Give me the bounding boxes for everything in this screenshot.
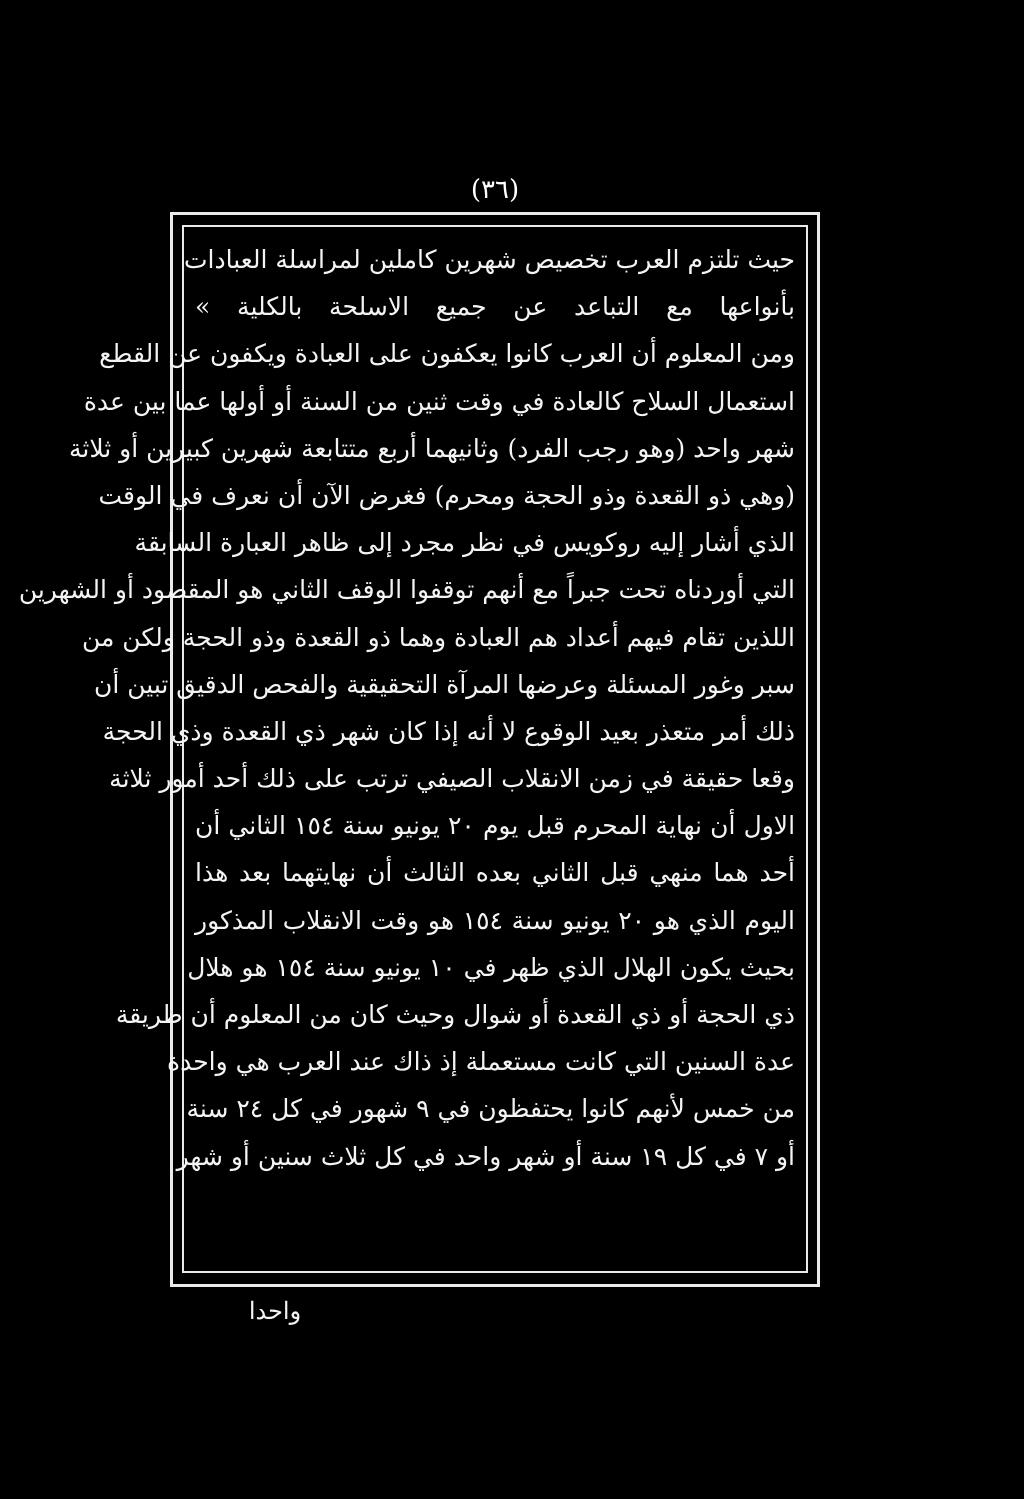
text-line: وقعا حقيقة في زمن الانقلاب الصيفي ترتب على ذلك أحد أمور ثلاثة [109,764,795,794]
text-line: أحد هما منهي قبل الثاني بعده الثالث أن نهايتهما بعد هذا [195,858,795,888]
text-line: اللذين تقام فيهم أعداد هم العبادة وهما ذو القعدة وذو الحجة ولكن من [81,622,795,652]
text-line: استعمال السلاح كالعادة في وقت ثنين من السنة أو أولها عما بين عدة [83,386,795,416]
text-line: الذي أشار إليه روكويس في نظر مجرد إلى ظاهر العبارة السابقة [134,528,795,558]
text-line: ذلك أمر متعذر بعيد الوقوع لا أنه إذا كان شهر ذي القعدة وذي الحجة [102,716,795,746]
text-line: ومن المعلوم أن العرب كانوا يعكفون على العبادة ويكفون عن القطع [99,339,795,369]
text-line: بأنواعها مع التباعد عن جميع الاسلحة بالكلية » [195,292,795,322]
catchword: واحدا [248,1297,302,1325]
text-line: أو ٧ في كل ١٩ سنة أو شهر واحد في كل ثلاث سنين أو شهر [176,1141,795,1171]
text-line: شهر واحد (وهو رجب الفرد) وثانيهما أربع متتابعة شهرين كبيرين أو ثلاثة [69,433,795,463]
text-line: من خمس لأنهم كانوا يحتفظون في ٩ شهور في كل ٢٤ سنة [186,1094,795,1124]
text-line: عدة السنين التي كانت مستعملة إذ ذاك عند العرب هي واحدة [166,1047,795,1077]
text-line: التي أوردناه تحت جبراً مع أنهم توقفوا الوقف الثاني هو المقصود أو الشهرين [18,575,795,605]
text-line: الاول أن نهاية المحرم قبل يوم ٢٠ يونيو سنة ١٥٤ الثاني أن [195,811,796,841]
text-block [18,236,796,1180]
text-line: (وهي ذو القعدة وذو الحجة ومحرم) فغرض الآن أن نعرف في الوقت [98,480,795,510]
text-line: سبر وغور المسئلة وعرضها المرآة التحقيقية والفحص الدقيق تبين أن [94,669,795,699]
text-line: حيث تلتزم العرب تخصيص شهرين كاملين لمراسلة العبادات [184,245,795,274]
text-line: اليوم الذي هو ٢٠ يونيو سنة ١٥٤ هو وقت الانقلاب المذكور [195,905,795,935]
text-line: بحيث يكون الهلال الذي ظهر في ١٠ يونيو سنة ١٥٤ هو هلال [187,952,795,982]
page-number: (٣٦) [470,175,520,205]
text-line: ذي الحجة أو ذي القعدة أو شوال وحيث كان من المعلوم أن طريقة [115,1000,795,1029]
